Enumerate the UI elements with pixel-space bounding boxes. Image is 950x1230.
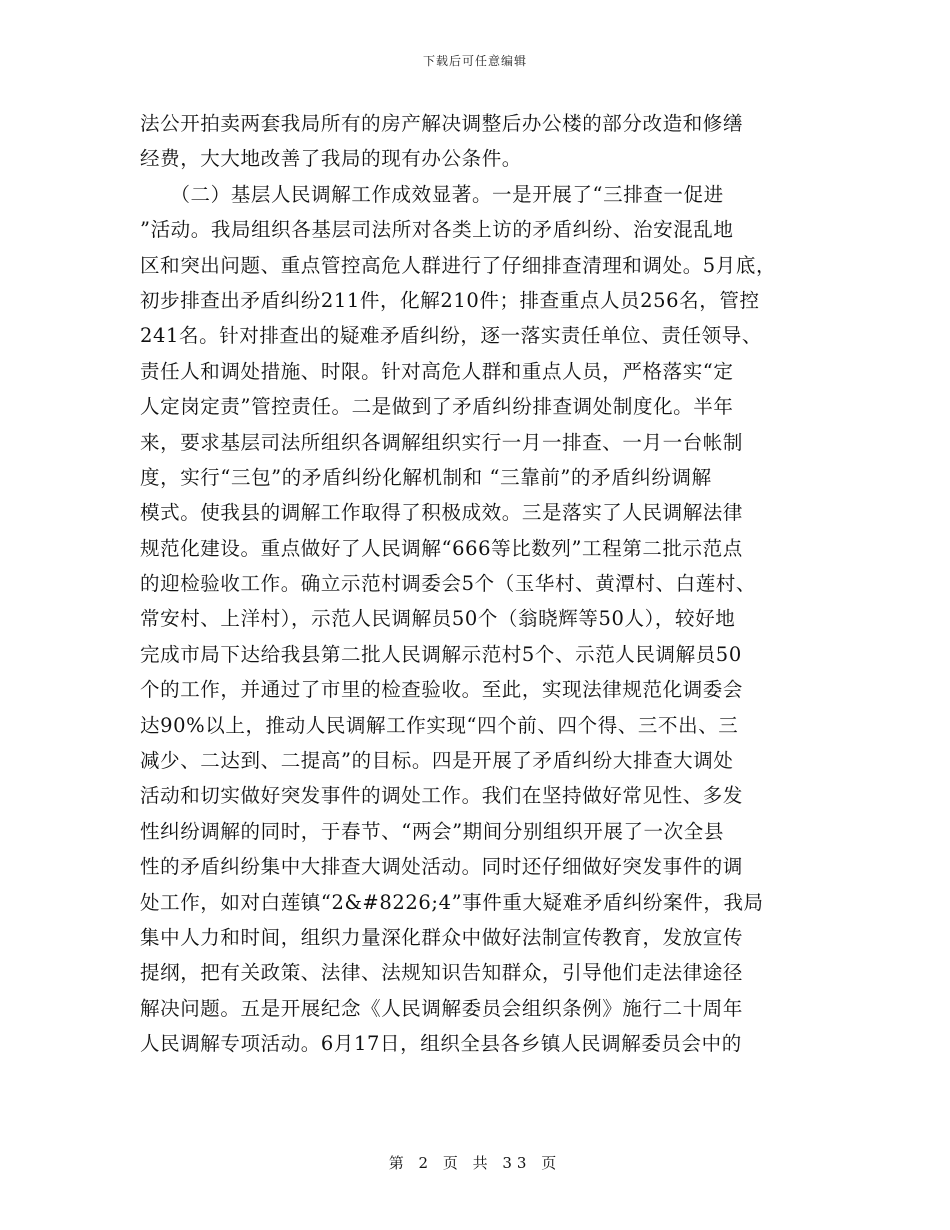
- body-line: 人民调解专项活动。6月17日，组织全县各乡镇人民调解委员会中的: [140, 1032, 742, 1056]
- body-line: 达90%以上，推动人民调解工作实现“四个前、四个得、三不出、三: [140, 713, 739, 737]
- body-line: （二）基层人民调解工作成效显著。一是开展了“三排查一促进: [140, 182, 724, 206]
- body-line: 区和突出问题、重点管控高危人群进行了仔细排查清理和调处。5月底，: [140, 253, 777, 277]
- body-line: 法公开拍卖两套我局所有的房产解决调整后办公楼的部分改造和修缮: [140, 112, 744, 135]
- body-line: 活动和切实做好突发事件的调处工作。我们在坚持做好常见性、多发: [140, 784, 744, 808]
- body-line: 常安村、上洋村），示范人民调解员50个（翁晓辉等50人），较好地: [140, 607, 736, 631]
- body-line: 的迎检验收工作。确立示范村调委会5个（玉华村、黄潭村、白莲村、: [140, 572, 757, 596]
- body-line: 模式。使我县的调解工作取得了积极成效。三是落实了人民调解法律: [140, 501, 744, 525]
- body-line: 完成市局下达给我县第二批人民调解示范村5个、示范人民调解员50: [140, 642, 742, 666]
- body-line: 责任人和调处措施、时限。针对高危人群和重点人员，严格落实“定: [140, 359, 734, 383]
- body-line: 来，要求基层司法所组织各调解组织实行一月一排查、一月一台帐制: [140, 430, 744, 454]
- body-line: 减少、二达到、二提高”的目标。四是开展了矛盾纠纷大排查大调处: [140, 749, 734, 773]
- body-line: 集中人力和时间，组织力量深化群众中做好法制宣传教育，发放宣传: [140, 925, 744, 949]
- body-line: 提纲，把有关政策、法律、法规知识告知群众，引导他们走法律途径: [140, 961, 744, 985]
- body-line: 度，实行“三包”的矛盾纠纷化解机制和 “三靠前”的矛盾纠纷调解: [140, 465, 712, 489]
- body-line: 性的矛盾纠纷集中大排查大调处活动。同时还仔细做好突发事件的调: [140, 855, 744, 879]
- body-line: 人定岗定责”管控责任。二是做到了矛盾纠纷排查调处制度化。半年: [140, 395, 734, 419]
- body-line: 规范化建设。重点做好了人民调解“666等比数列”工程第二批示范点: [140, 536, 743, 560]
- body-line: 个的工作，并通过了市里的检查验收。至此，实现法律规范化调委会: [140, 678, 744, 702]
- page-header: 下载后可任意编辑: [422, 54, 527, 68]
- body-line: 性纠纷调解的同时，于春节、“两会”期间分别组织开展了一次全县: [140, 819, 724, 843]
- page-number-footer: 第 2 页 共 33 页: [388, 1154, 562, 1172]
- body-line: 处工作，如对白莲镇“2&#8226;4”事件重大疑难矛盾纠纷案件，我局: [140, 890, 764, 914]
- body-line: 经费，大大地改善了我局的现有办公条件。: [140, 147, 522, 171]
- body-line: 初步排查出矛盾纠纷211件，化解210件；排查重点人员256名，管控: [140, 288, 760, 312]
- document-body: [140, 106, 812, 1062]
- body-line: 解决问题。五是开展纪念《人民调解委员会组织条例》施行二十周年: [140, 996, 744, 1020]
- body-line: 241名。针对排查出的疑难矛盾纠纷，逐一落实责任单位、责任领导、: [140, 324, 762, 348]
- body-line: ”活动。我局组织各基层司法所对各类上访的矛盾纠纷、治安混乱地: [140, 218, 734, 242]
